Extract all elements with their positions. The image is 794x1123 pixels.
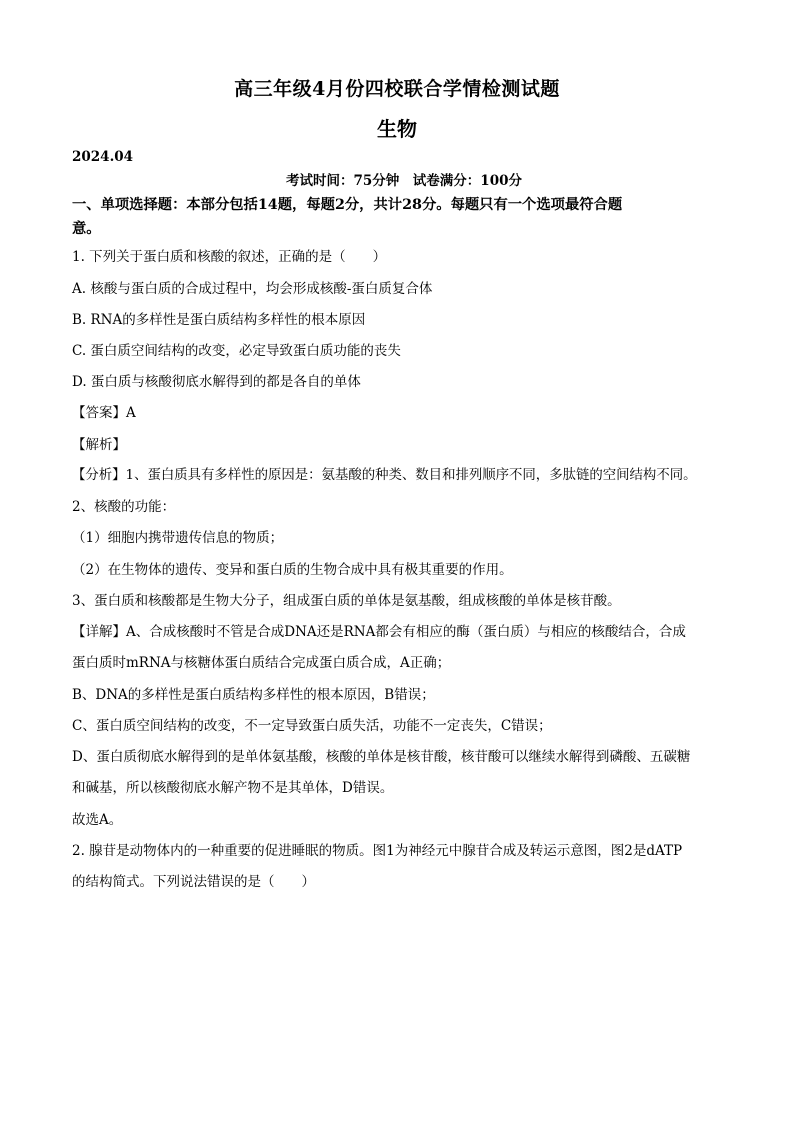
question-1-analysis-label: 【解析】 xyxy=(72,437,126,453)
analysis-line: 2、核酸的功能： xyxy=(72,499,176,515)
analysis-line: 【分析】1、蛋白质具有多样性的原因是：氨基酸的种类、数目和排列顺序不同，多肽链的空间结构不同。 xyxy=(72,468,697,483)
question-1-option-d: D. 蛋白质与核酸彻底水解得到的都是各自的单体 xyxy=(72,374,361,390)
section-heading-line1: 一、单项选择题：本部分包括14题，每题2分，共计28分。每题只有一个选项最符合题 xyxy=(72,197,623,213)
question-2-stem-line2: 的结构简式。下列说法错误的是（ ） xyxy=(72,874,315,890)
analysis-line: 和碱基，所以核酸彻底水解产物不是其单体，D错误。 xyxy=(72,780,394,796)
section-heading-line2: 意。 xyxy=(72,221,101,237)
analysis-line: D、蛋白质彻底水解得到的是单体氨基酸，核酸的单体是核苷酸，核苷酸可以继续水解得到磷酸、五碳糖 xyxy=(72,749,691,765)
analysis-line: 故选A。 xyxy=(72,812,123,828)
exam-title: 高三年级4月份四校联合学情检测试题 xyxy=(234,78,560,100)
analysis-line: B、DNA的多样性是蛋白质结构多样性的根本原因，B错误； xyxy=(72,687,435,703)
question-1-answer: 【答案】A xyxy=(72,405,136,421)
question-2-stem-line1: 2. 腺苷是动物体内的一种重要的促进睡眠的物质。图1为神经元中腺苷合成及转运示意图，图2是dATP xyxy=(72,843,683,859)
question-1-option-c: C. 蛋白质空间结构的改变，必定导致蛋白质功能的丧失 xyxy=(72,343,401,359)
exam-info: 考试时间：75分钟 试卷满分：100分 xyxy=(286,173,522,189)
analysis-line: C、蛋白质空间结构的改变，不一定导致蛋白质失活，功能不一定丧失，C错误； xyxy=(72,718,552,734)
analysis-line: （2）在生物体的遗传、变异和蛋白质的生物合成中具有极其重要的作用。 xyxy=(72,562,513,578)
question-1-option-a: A. 核酸与蛋白质的合成过程中，均会形成核酸-蛋白质复合体 xyxy=(72,281,433,297)
subject-title: 生物 xyxy=(377,117,417,141)
question-1-stem: 1. 下列关于蛋白质和核酸的叙述，正确的是（ ） xyxy=(72,249,387,265)
analysis-line: 蛋白质时mRNA与核糖体蛋白质结合完成蛋白质合成，A正确； xyxy=(72,655,451,671)
question-1-option-b: B. RNA的多样性是蛋白质结构多样性的根本原因 xyxy=(72,312,366,328)
analysis-line: 【详解】A、合成核酸时不管是合成DNA还是RNA都会有相应的酶（蛋白质）与相应的核酸结合，合成 xyxy=(72,624,686,640)
analysis-line: （1）细胞内携带遗传信息的物质； xyxy=(72,530,284,546)
analysis-line: 3、蛋白质和核酸都是生物大分子，组成蛋白质的单体是氨基酸，组成核酸的单体是核苷酸。 xyxy=(72,593,621,609)
exam-date: 2024.04 xyxy=(72,149,134,165)
